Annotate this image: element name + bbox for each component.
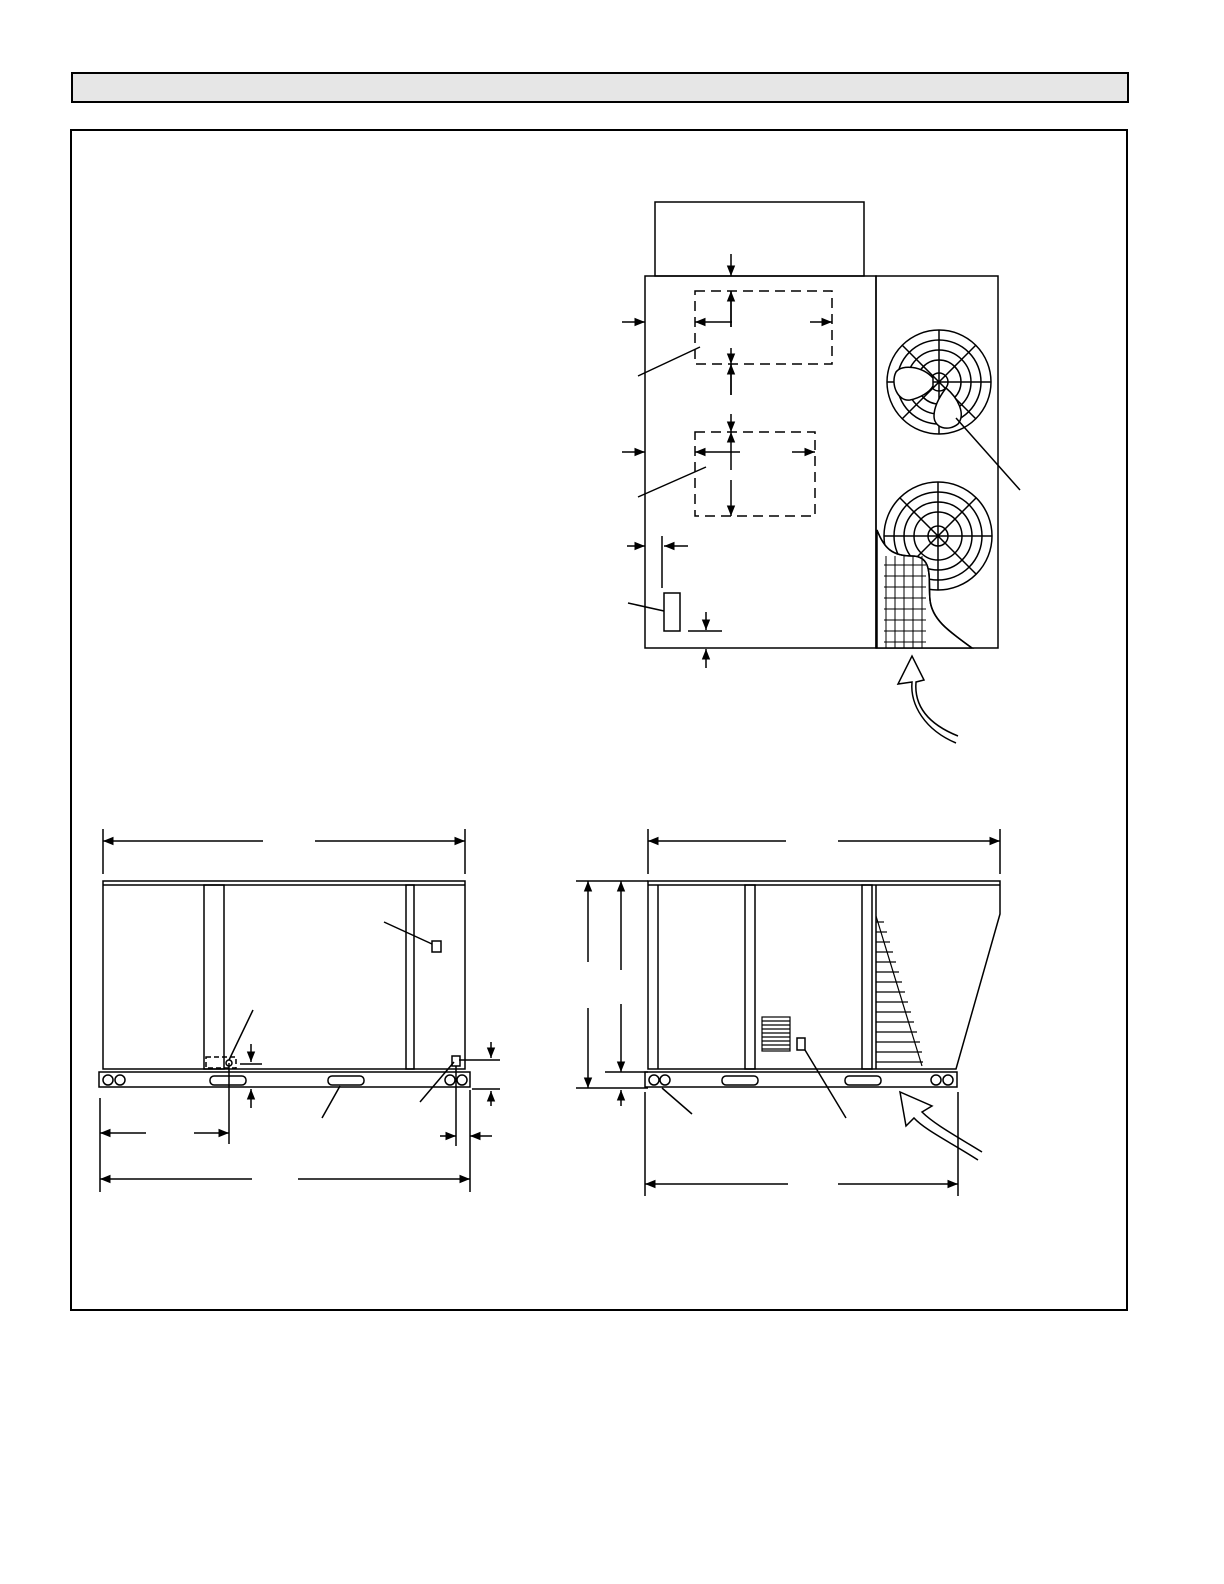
side-post [862,885,872,1069]
side-base-rail [645,1072,957,1087]
front-view [99,829,500,1192]
top-view [622,202,1020,743]
coil-fins [876,916,923,1066]
access-box [664,593,680,631]
leader-access [628,603,664,611]
base-rail [99,1072,470,1087]
side-post [745,885,755,1069]
supply-opening [695,291,832,364]
side-cabinet [648,881,1000,1069]
airflow-arrow [898,656,958,743]
leader-fan [956,418,1020,490]
fan-icon [887,330,991,434]
front-box [432,941,441,952]
front-post [204,885,224,1069]
leader-return [638,467,706,497]
airflow-arrow [900,1092,982,1160]
side-view [576,829,1000,1196]
side-box [797,1038,805,1050]
top-cabinet [645,276,876,648]
louver-grille [762,1017,790,1051]
top-hood [655,202,864,276]
return-opening [695,432,815,516]
front-cabinet [103,881,465,1069]
front-post [406,885,414,1069]
leader-supply [638,347,700,376]
